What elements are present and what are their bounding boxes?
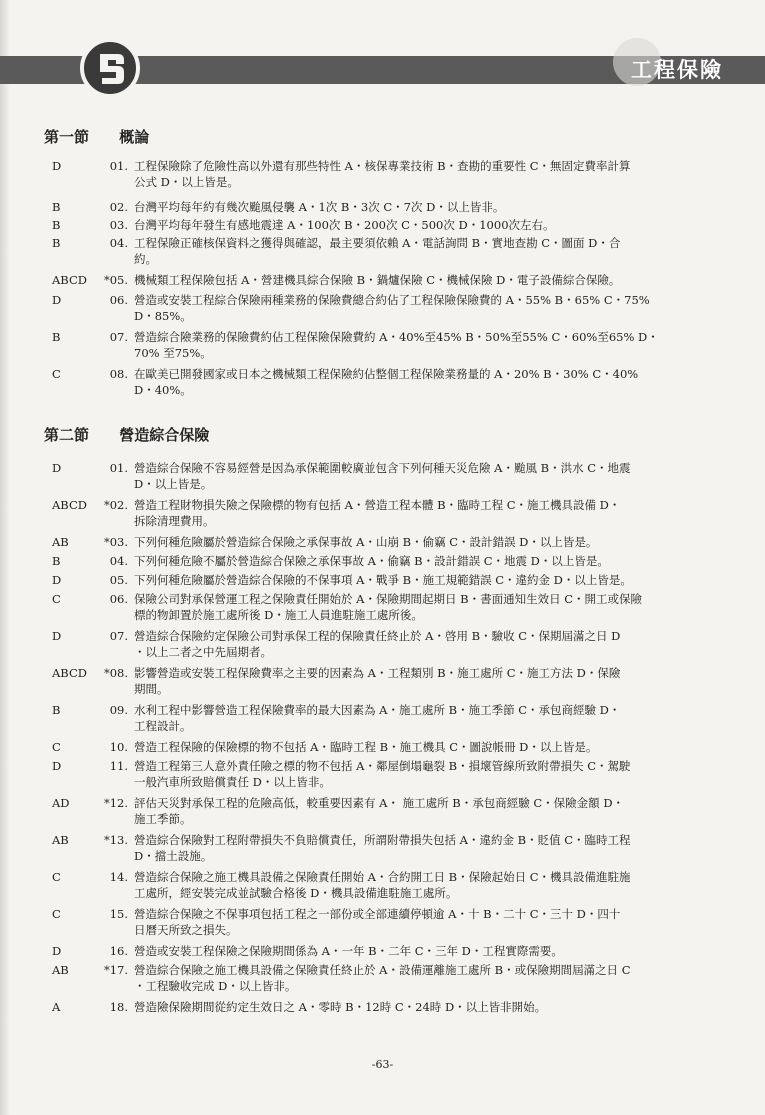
question-number: 06. xyxy=(109,592,128,606)
question-text xyxy=(134,702,726,734)
question-text xyxy=(134,962,726,994)
question-number: 16. xyxy=(109,944,128,958)
answer-key: AD xyxy=(52,796,70,810)
question-line: 期間。 xyxy=(134,682,169,696)
question-line: 營造綜合險業務的保險費約佔工程保險保險費約 A・40%至45% B・50%至55% C・60%至65% D・ xyxy=(134,330,659,344)
question-line: 評估天災對承保工程的危險高低，較重要因素有 A・ 施工處所 B・承包商經驗 C・保險金額 D・ xyxy=(134,796,625,810)
question-text xyxy=(134,235,726,267)
answer-key: ABCD xyxy=(52,273,87,287)
question-text xyxy=(134,199,726,215)
question-line: D・以上皆是。 xyxy=(134,477,213,491)
question-text xyxy=(134,906,726,938)
question-text xyxy=(134,999,726,1015)
question-text xyxy=(134,158,726,190)
question-line: ・工程驗收完成 D・以上皆非。 xyxy=(134,979,297,993)
question-number: 07. xyxy=(109,629,128,643)
question-line: 標的物卸置於施工處所後 D・施工人員進駐施工處所後。 xyxy=(134,608,423,622)
question-line: 營造綜合保險之施工機具設備之保險責任開始 A・合約開工日 B・保險起始日 C・機具設備進駐施 xyxy=(134,870,631,884)
question-line: 工處所，經安裝完成並試驗合格後 D・機具設備進駐施工處所。 xyxy=(134,886,458,900)
question-line: 營造綜合保險之施工機具設備之保險責任終止於 A・設備運離施工處所 B・或保險期間屆滿之日 C xyxy=(134,963,631,977)
question-text xyxy=(134,591,726,623)
question-text xyxy=(134,292,726,324)
question-line: 施工季節。 xyxy=(134,812,192,826)
question-line: 工程設計。 xyxy=(134,719,192,733)
question-number: *08. xyxy=(103,666,128,680)
question-number: *13. xyxy=(103,833,128,847)
question-line: 約。 xyxy=(134,252,157,266)
question-number: 07. xyxy=(109,330,128,344)
question-text xyxy=(134,628,726,660)
question-text xyxy=(134,217,726,233)
question-number: *02. xyxy=(103,498,128,512)
question-line: 影響營造或安裝工程保險費率之主要的因素為 A・工程類別 B・施工處所 C・施工方法 D・保險 xyxy=(134,666,621,680)
answer-key: AB xyxy=(52,535,69,549)
question-line: 營造工程財物損失險之保險標的物有包括 A・營造工程本體 B・臨時工程 C・施工機具設備 D・ xyxy=(134,498,621,512)
question-text xyxy=(134,832,726,864)
page-number: -63- xyxy=(371,1058,394,1071)
question-number: *05. xyxy=(103,273,128,287)
question-line: 營造綜合保險不容易經營是因為承保範圍較廣並包含下列何種天災危險 A・颱風 B・洪水 C・地震 xyxy=(134,461,631,475)
question-text xyxy=(134,943,726,959)
question-line: 下列何種危險不屬於營造綜合保險之承保事故 A・偷竊 B・設計錯誤 C・地震 D・以上皆是。 xyxy=(134,554,609,568)
answer-key: D xyxy=(52,944,62,958)
answer-key: B xyxy=(52,703,61,717)
question-line: 台灣平均每年約有幾次颱風侵襲 A・1次 B・3次 C・7次 D・以上皆非。 xyxy=(134,200,505,214)
answer-key: B xyxy=(52,218,61,232)
answer-key: AB xyxy=(52,833,69,847)
answer-key: C xyxy=(52,740,61,754)
question-text xyxy=(134,329,726,361)
question-number: 10. xyxy=(109,740,128,754)
question-line: 水利工程中影響營造工程保險費率的最大因素為 A・施工處所 B・施工季節 C・承包商經驗 D・ xyxy=(134,703,621,717)
section-title: 概論 xyxy=(119,128,150,146)
question-line: 公式 D・以上皆是。 xyxy=(134,175,239,189)
question-line: 營造險保險期間從約定生效日之 A・零時 B・12時 C・24時 D・以上皆非開始。 xyxy=(134,1000,547,1014)
answer-key: B xyxy=(52,236,61,250)
question-line: D・85%。 xyxy=(134,309,192,323)
question-text xyxy=(134,272,726,288)
question-text xyxy=(134,497,726,529)
question-line: 日曆天所致之損失。 xyxy=(134,923,238,937)
page-header-title: 工程保險 xyxy=(631,58,723,82)
question-number: 06. xyxy=(109,293,128,307)
question-line: 營造或安裝工程綜合保險兩種業務的保險費總合約佔了工程保險保險費的 A・55% B・65% C・75% xyxy=(134,293,650,307)
question-line: 下列何種危險屬於營造綜合保險的不保事項 A・戰爭 B・施工規範錯誤 C・違約金 D・以上皆是。 xyxy=(134,573,632,587)
page-edge-shadow xyxy=(0,0,10,1115)
answer-key: ABCD xyxy=(52,666,87,680)
question-number: 02. xyxy=(109,200,128,214)
answer-key: ABCD xyxy=(52,498,87,512)
answer-key: A xyxy=(52,1000,61,1014)
question-number: 18. xyxy=(109,1000,128,1014)
question-text xyxy=(134,795,726,827)
question-number: 14. xyxy=(109,870,128,884)
answer-key: D xyxy=(52,159,62,173)
answer-key: C xyxy=(52,367,61,381)
question-text xyxy=(134,572,726,588)
question-line: D・擋土設施。 xyxy=(134,849,213,863)
question-number: 03. xyxy=(109,218,128,232)
question-text xyxy=(134,366,726,398)
question-number: 01. xyxy=(109,461,128,475)
answer-key: D xyxy=(52,461,62,475)
question-line: 營造或安裝工程保險之保險期間係為 A・一年 B・二年 C・三年 D・工程實際需要。 xyxy=(134,944,563,958)
section-heading-1 xyxy=(44,126,149,147)
question-number: *17. xyxy=(103,963,128,977)
question-number: 04. xyxy=(109,236,128,250)
question-text xyxy=(134,534,726,550)
question-line: D・40%。 xyxy=(134,383,192,397)
question-line: 一般汽車所致賠償責任 D・以上皆非。 xyxy=(134,775,331,789)
question-number: 11. xyxy=(109,759,128,773)
question-text xyxy=(134,665,726,697)
question-line: 在歐美已開發國家或日本之機械類工程保險約佔整個工程保險業務量的 A・20% B・30% C・40% xyxy=(134,367,639,381)
answer-key: B xyxy=(52,330,61,344)
question-text xyxy=(134,758,726,790)
question-line: 保險公司對承保營運工程之保險責任開始於 A・保險期間起期日 B・書面通知生效日 C・開工或保險 xyxy=(134,592,643,606)
question-line: 營造綜合保險之不保事項包括工程之一部份或全部連續停頓逾 A・十 B・二十 C・三十 D・四十 xyxy=(134,907,621,921)
question-line: 工程保險除了危險性高以外還有那些特性 A・核保專業技術 B・查勘的重要性 C・無固定費率計算 xyxy=(134,159,631,173)
section-number: 第二節 xyxy=(44,426,90,444)
question-text xyxy=(134,869,726,901)
section-number: 第一節 xyxy=(44,128,90,146)
section-heading-2 xyxy=(44,424,209,445)
answer-key: B xyxy=(52,200,61,214)
question-line: 營造工程第三人意外責任險之標的物不包括 A・鄰屋倒塌龜裂 B・損壞管線所致附帶損失 C・駕駛 xyxy=(134,759,631,773)
section-title: 營造綜合保險 xyxy=(119,426,210,444)
answer-key: AB xyxy=(52,963,69,977)
question-number: 15. xyxy=(109,907,128,921)
question-line: 工程保險正確核保資料之獲得與確認，最主要須依賴 A・電話詢問 B・實地查勘 C・圖面 D・合 xyxy=(134,236,621,250)
question-number: *03. xyxy=(103,535,128,549)
question-line: 下列何種危險屬於營造綜合保險之承保事故 A・山崩 B・偷竊 C・設計錯誤 D・以上皆是。 xyxy=(134,535,598,549)
answer-key: C xyxy=(52,907,61,921)
question-line: ・以上二者之中先屆期者。 xyxy=(134,645,272,659)
question-number: 04. xyxy=(109,554,128,568)
question-line: 營造綜合保險約定保險公司對承保工程的保險責任終止於 A・啓用 B・驗收 C・保期屆滿之日 D xyxy=(134,629,621,643)
question-line: 拆除清理費用。 xyxy=(134,514,215,528)
question-line: 70% 至75%。 xyxy=(134,346,212,360)
answer-key: C xyxy=(52,592,61,606)
answer-key: B xyxy=(52,554,61,568)
question-line: 營造綜合保險對工程附帶損失不負賠償責任，所謂附帶損失包括 A・違約金 B・貶值 C・臨時工程 xyxy=(134,833,631,847)
question-text xyxy=(134,553,726,569)
question-number: 01. xyxy=(109,159,128,173)
question-line: 營造工程保險的保險標的物不包括 A・臨時工程 B・施工機具 C・圖說帳冊 D・以上皆是。 xyxy=(134,740,598,754)
chapter-logo-icon xyxy=(80,38,140,98)
answer-key: C xyxy=(52,870,61,884)
answer-key: D xyxy=(52,759,62,773)
question-number: *12. xyxy=(103,796,128,810)
question-number: 09. xyxy=(109,703,128,717)
question-number: 08. xyxy=(109,367,128,381)
question-line: 台灣平均每年發生有感地震達 A・100次 B・200次 C・500次 D・1000次左右。 xyxy=(134,218,555,232)
question-text xyxy=(134,460,726,492)
question-text xyxy=(134,739,726,755)
answer-key: D xyxy=(52,573,62,587)
question-line: 機械類工程保險包括 A・營建機具綜合保險 B・鍋爐保險 C・機械保險 D・電子設備綜合保險。 xyxy=(134,273,621,287)
answer-key: D xyxy=(52,629,62,643)
question-number: 05. xyxy=(109,573,128,587)
answer-key: D xyxy=(52,293,62,307)
